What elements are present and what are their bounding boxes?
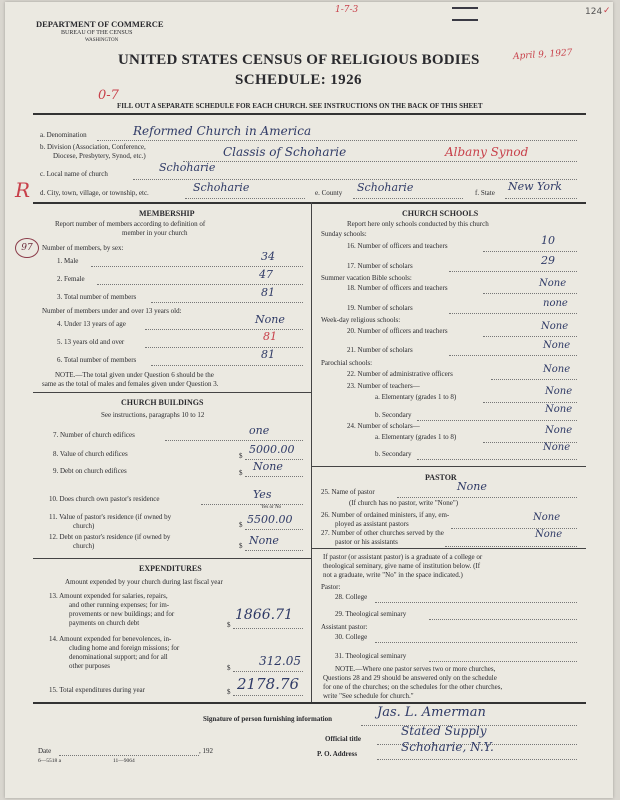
q21-label: 21. Number of scholars bbox=[347, 346, 413, 354]
city-label: WASHINGTON bbox=[85, 38, 119, 43]
q2-label: 2. Female bbox=[57, 275, 85, 283]
sunday-schools-label: Sunday schools: bbox=[321, 230, 367, 238]
q26-label-a: 26. Number of ordained ministers, if any, em- bbox=[321, 511, 450, 519]
q19-line bbox=[449, 313, 577, 314]
schools-heading: CHURCH SCHOOLS bbox=[402, 209, 479, 218]
membership-rule bbox=[33, 392, 311, 393]
city-town-label: d. City, town, village, or township, etc. bbox=[40, 189, 149, 197]
q11-value: 5500.00 bbox=[247, 513, 293, 526]
membership-note-1: NOTE.—The total given under Question 6 should be the bbox=[55, 371, 214, 379]
q18-value: None bbox=[539, 278, 567, 289]
circled-number-mark bbox=[15, 238, 39, 258]
membership-sub-1: Report number of members according to definition of bbox=[55, 220, 206, 228]
date-label: Date bbox=[38, 747, 52, 755]
q15-value: 2178.76 bbox=[237, 675, 300, 693]
pastor-sub-label: Pastor: bbox=[321, 583, 341, 591]
page-number: 124 bbox=[585, 7, 603, 17]
q14-label-b: cluding home and foreign missions; for bbox=[69, 644, 180, 652]
left-code-mark: 0-7 bbox=[98, 88, 119, 103]
q25-line bbox=[397, 497, 577, 498]
q2-line bbox=[97, 284, 303, 285]
q11-label-b: church) bbox=[73, 522, 95, 530]
division-label-2: Diocese, Presbytery, Synod, etc.) bbox=[53, 152, 146, 160]
q5-line bbox=[145, 347, 303, 348]
buildings-heading: CHURCH BUILDINGS bbox=[121, 398, 204, 407]
q25-note: (If church has no pastor, write "None") bbox=[349, 499, 459, 507]
denomination-label: a. Denomination bbox=[40, 131, 87, 139]
city-town-line bbox=[185, 198, 305, 199]
local-name-value: Schoharie bbox=[159, 161, 216, 174]
q31-label: 31. Theological seminary bbox=[335, 652, 407, 660]
q18-line bbox=[483, 293, 577, 294]
date-received-mark: April 9, 1927 bbox=[512, 47, 573, 63]
q4-label: 4. Under 13 years of age bbox=[57, 320, 126, 328]
q24b-label: b. Secondary bbox=[375, 450, 412, 458]
circled-number: 97 bbox=[21, 243, 33, 253]
q2-value: 47 bbox=[259, 268, 273, 281]
q12-dollar: $ bbox=[239, 542, 243, 550]
q6-label: 6. Total number of members bbox=[57, 356, 137, 364]
instruction-line: FILL OUT A SEPARATE SCHEDULE FOR EACH CHURCH. SEE INSTRUCTIONS ON THE BACK OF THIS SHEET bbox=[117, 102, 483, 110]
official-title-label: Official title bbox=[325, 735, 361, 743]
q27-value: None bbox=[535, 529, 563, 540]
q3-line bbox=[151, 302, 303, 303]
form-title: UNITED STATES CENSUS OF RELIGIOUS BODIES bbox=[118, 52, 480, 68]
q6-value: 81 bbox=[261, 348, 275, 361]
q11-dollar: $ bbox=[239, 521, 243, 529]
q5-value: 81 bbox=[263, 330, 277, 343]
graduate-instruction-1: If pastor (or assistant pastor) is a graduate of a college or bbox=[323, 553, 483, 561]
q20-value: None bbox=[541, 321, 569, 332]
denomination-line bbox=[97, 140, 577, 141]
po-address-value: Schoharie, N.Y. bbox=[401, 740, 494, 754]
pastor-note-3: for one of the churches; on the schedules for the other churches, bbox=[323, 683, 503, 691]
pastor-note-1: NOTE.—Where one pastor serves two or more churches, bbox=[335, 665, 496, 673]
county-value: Schoharie bbox=[357, 181, 414, 194]
q13-label-b: and other running expenses; for im- bbox=[69, 601, 170, 609]
q7-line bbox=[165, 440, 303, 441]
section-top-rule bbox=[33, 202, 586, 204]
official-title-value: Stated Supply bbox=[401, 724, 487, 738]
by-sex-label: Number of members, by sex: bbox=[42, 244, 124, 252]
q24b-value: None bbox=[543, 442, 571, 453]
q14-dollar: $ bbox=[227, 664, 231, 672]
q25-value: None bbox=[457, 480, 487, 493]
membership-note-2: same as the total of males and females given under Question 3. bbox=[42, 380, 219, 388]
buildings-sub: See instructions, paragraphs 10 to 12 bbox=[101, 411, 205, 419]
membership-sub-2: member in your church bbox=[122, 229, 188, 237]
q5-label: 5. 13 years old and over bbox=[57, 338, 125, 346]
q21-line bbox=[449, 355, 577, 356]
q31-line bbox=[429, 661, 577, 662]
q12-label-b: church) bbox=[73, 542, 95, 550]
q12-value: None bbox=[249, 534, 279, 547]
q13-value: 1866.71 bbox=[235, 607, 293, 623]
schools-rule bbox=[311, 466, 586, 467]
q4-line bbox=[145, 329, 303, 330]
q22-value: None bbox=[543, 364, 571, 375]
q16-line bbox=[483, 251, 577, 252]
q26-label-b: ployed as assistant pastors bbox=[335, 520, 409, 528]
division-line bbox=[183, 161, 577, 162]
q23a-value: None bbox=[545, 386, 573, 397]
q7-value: one bbox=[249, 424, 270, 437]
q21-value: None bbox=[543, 340, 571, 351]
state-value: New York bbox=[508, 180, 562, 193]
q24-label: 24. Number of scholars— bbox=[347, 422, 420, 430]
county-line bbox=[353, 198, 463, 199]
department-label: DEPARTMENT OF COMMERCE bbox=[36, 19, 164, 29]
q23a-label: a. Elementary (grades 1 to 8) bbox=[375, 393, 457, 401]
yes-no-caption: Yes or No bbox=[261, 505, 282, 510]
q10-value: Yes bbox=[253, 488, 272, 501]
form-number: 6—5518 a bbox=[38, 758, 62, 764]
q23b-label: b. Secondary bbox=[375, 411, 412, 419]
q28-label: 28. College bbox=[335, 593, 368, 601]
local-name-label: c. Local name of church bbox=[40, 170, 108, 178]
q16-value: 10 bbox=[541, 234, 555, 247]
signature-value: Jas. L. Amerman bbox=[377, 705, 486, 720]
section-bottom-rule bbox=[33, 702, 586, 704]
city-town-value: Schoharie bbox=[193, 181, 250, 194]
q24b-line bbox=[417, 459, 577, 460]
denomination-value: Reformed Church in America bbox=[133, 124, 312, 138]
q1-value: 34 bbox=[261, 250, 275, 263]
q22-label: 22. Number of administrative officers bbox=[347, 370, 453, 378]
q24a-value: None bbox=[545, 425, 573, 436]
q27-label-a: 27. Number of other churches served by the bbox=[321, 529, 444, 537]
po-address-line bbox=[377, 759, 577, 760]
q13-label-a: 13. Amount expended for salaries, repairs, bbox=[49, 592, 168, 600]
q24a-label: a. Elementary (grades 1 to 8) bbox=[375, 433, 457, 441]
division-value: Classis of Schoharie bbox=[223, 145, 347, 159]
q18-label: 18. Number of officers and teachers bbox=[347, 284, 448, 292]
q15-dollar: $ bbox=[227, 688, 231, 696]
q14-label-c: denominational support; and for all bbox=[69, 653, 168, 661]
schools-sub: Report here only schools conducted by this church bbox=[347, 220, 489, 228]
q3-value: 81 bbox=[261, 286, 275, 299]
q27-line bbox=[445, 546, 577, 547]
buildings-rule bbox=[33, 558, 311, 559]
weekday-schools-label: Week-day religious schools: bbox=[321, 316, 401, 324]
q17-line bbox=[449, 271, 577, 272]
q9-dollar: $ bbox=[239, 469, 243, 477]
q15-line bbox=[233, 695, 303, 696]
q8-value: 5000.00 bbox=[249, 443, 295, 456]
q1-line bbox=[91, 266, 303, 267]
q30-line bbox=[375, 642, 577, 643]
q10-line bbox=[201, 504, 303, 505]
q14-label-d: other purposes bbox=[69, 662, 111, 670]
census-schedule-sheet bbox=[5, 2, 613, 798]
q14-label-a: 14. Amount expended for benevolences, in- bbox=[49, 635, 172, 643]
struck-out-mark bbox=[452, 7, 478, 21]
q23b-line bbox=[417, 420, 577, 421]
division-label-1: b. Division (Association, Conference, bbox=[40, 143, 146, 151]
q28-line bbox=[375, 602, 577, 603]
q12-label-a: 12. Debt on pastor's residence (if owned by bbox=[49, 533, 171, 541]
q8-dollar: $ bbox=[239, 452, 243, 460]
q23a-line bbox=[483, 402, 577, 403]
check-mark-icon: ✓ bbox=[603, 5, 611, 15]
q17-value: 29 bbox=[541, 254, 555, 267]
state-label: f. State bbox=[475, 189, 495, 197]
q23-label: 23. Number of teachers— bbox=[347, 382, 420, 390]
q9-label: 9. Debt on church edifices bbox=[53, 467, 127, 475]
by-age-label: Number of members under and over 13 years old: bbox=[42, 307, 182, 315]
expenditures-sub: Amount expended by your church during last fiscal year bbox=[65, 578, 223, 586]
pastor-rule bbox=[311, 548, 586, 549]
date-line bbox=[59, 755, 199, 756]
q12-line bbox=[245, 550, 303, 551]
q14-line bbox=[233, 671, 303, 672]
q29-line bbox=[429, 619, 577, 620]
pastor-heading: PASTOR bbox=[425, 473, 457, 482]
q20-line bbox=[483, 336, 577, 337]
q20-label: 20. Number of officers and teachers bbox=[347, 327, 448, 335]
margin-mark: R bbox=[15, 178, 31, 202]
q27-label-b: pastor or his assistants bbox=[335, 538, 398, 546]
q26-value: None bbox=[533, 512, 561, 523]
q29-label: 29. Theological seminary bbox=[335, 610, 407, 618]
header-rule bbox=[33, 113, 586, 115]
po-address-label: P. O. Address bbox=[317, 750, 358, 758]
pastor-note-2: Questions 28 and 29 should be answered only on the schedule bbox=[323, 674, 497, 682]
state-line bbox=[505, 198, 577, 199]
expenditures-heading: EXPENDITURES bbox=[139, 564, 202, 573]
assistant-pastor-label: Assistant pastor: bbox=[321, 623, 368, 631]
synod-note: Albany Synod bbox=[445, 145, 529, 159]
pastor-note-4: write "See schedule for church." bbox=[323, 692, 414, 700]
q15-label: 15. Total expenditures during year bbox=[49, 686, 145, 694]
date-year: , 192 bbox=[199, 747, 213, 755]
q16-label: 16. Number of officers and teachers bbox=[347, 242, 448, 250]
q30-label: 30. College bbox=[335, 633, 368, 641]
top-code-mark: 1-7-3 bbox=[335, 5, 359, 15]
column-divider bbox=[311, 202, 312, 702]
print-number: 11—9064 bbox=[113, 758, 135, 764]
q25-label: 25. Name of pastor bbox=[321, 488, 375, 496]
parochial-schools-label: Parochial schools: bbox=[321, 359, 373, 367]
q9-line bbox=[245, 476, 303, 477]
q10-label: 10. Does church own pastor's residence bbox=[49, 495, 160, 503]
q23b-value: None bbox=[545, 404, 573, 415]
graduate-instruction-3: not a graduate, write "No" in the space indicated.) bbox=[323, 571, 463, 579]
q1-label: 1. Male bbox=[57, 257, 79, 265]
vacation-schools-label: Summer vacation Bible schools: bbox=[321, 274, 412, 282]
q17-label: 17. Number of scholars bbox=[347, 262, 413, 270]
q13-label-c: provements or new buildings; and for bbox=[69, 610, 175, 618]
q14-value: 312.05 bbox=[259, 654, 301, 668]
q19-label: 19. Number of scholars bbox=[347, 304, 413, 312]
county-label: e. County bbox=[315, 189, 343, 197]
q7-label: 7. Number of church edifices bbox=[53, 431, 135, 439]
q9-value: None bbox=[253, 460, 283, 473]
q13-label-d: payments on church debt bbox=[69, 619, 140, 627]
q11-label-a: 11. Value of pastor's residence (if owned by bbox=[49, 513, 172, 521]
q22-line bbox=[491, 379, 577, 380]
bureau-label: BUREAU OF THE CENSUS bbox=[61, 30, 133, 36]
membership-heading: MEMBERSHIP bbox=[139, 209, 195, 218]
q11-line bbox=[245, 529, 303, 530]
q3-label: 3. Total number of members bbox=[57, 293, 137, 301]
q8-label: 8. Value of church edifices bbox=[53, 450, 128, 458]
q13-line bbox=[233, 628, 303, 629]
q19-value: none bbox=[543, 298, 568, 309]
graduate-instruction-2: theological seminary, give name of institution below. (If bbox=[323, 562, 481, 570]
q6-line bbox=[151, 365, 303, 366]
q13-dollar: $ bbox=[227, 621, 231, 629]
signature-label: Signature of person furnishing information bbox=[203, 715, 332, 723]
q4-value: None bbox=[255, 313, 285, 326]
schedule-title: SCHEDULE: 1926 bbox=[235, 72, 362, 88]
